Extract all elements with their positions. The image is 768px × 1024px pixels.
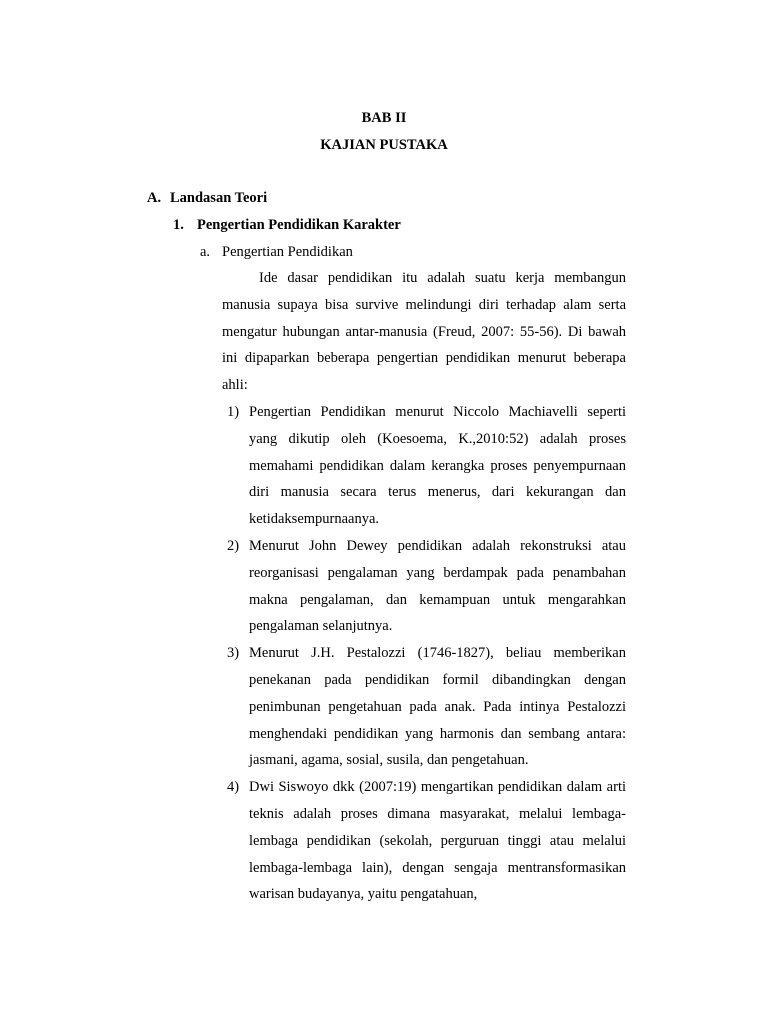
chapter-title: KAJIAN PUSTAKA [320, 137, 448, 153]
list-item-number: 1) [227, 404, 240, 420]
section-title: Landasan Teori [170, 190, 268, 206]
section-marker: A. [147, 190, 162, 206]
subsubsection-title: Pengertian Pendidikan [222, 244, 353, 260]
list-item [222, 399, 626, 533]
list-item-text: Dwi Siswoyo dkk (2007:19) mengartikan pendidikan dalam arti teknis adalah proses dimana masyarakat, melalui lembaga-lembaga pendidikan (sekolah, perguruan tinggi atau melalui lembaga-lembaga lain), dengan sengaja mentransformasikan warisan budayanya, yaitu pengatahuan, [249, 779, 626, 903]
list-item [222, 533, 626, 640]
section-heading [147, 185, 267, 212]
list-item-text: Menurut John Dewey pendidikan adalah rekonstruksi atau reorganisasi pengalaman yang berdampak pada penambahan makna pengalaman, dan kemampuan untuk mengarahkan pengalaman selanjutnya. [249, 537, 626, 635]
list-item [222, 640, 626, 774]
subsection-heading [173, 212, 401, 239]
list-item [222, 774, 626, 908]
intro-paragraph: Ide dasar pendidikan itu adalah suatu kerja membangun manusia supaya bisa survive melindungi diri terhadap alam serta mengatur hubungan antar-manusia (Freud, 2007: 55-56). Di bawah ini dipaparkan beberapa pengertian pendidikan menurut beberapa ahli: [222, 270, 626, 394]
chapter-number: BAB II [361, 110, 407, 126]
subsubsection-heading [200, 239, 353, 266]
list-item-number: 3) [227, 645, 240, 662]
list-item-number: 4) [227, 779, 240, 796]
list-item-text: Menurut J.H. Pestalozzi (1746-1827), beliau memberikan penekanan pada pendidikan formil dibandingkan dengan penimbunan pengetahuan pada anak. Pada intinya Pestalozzi menghendaki pendidikan yang harmonis dan sembang antara: jasmani, agama, sosial, susila, dan pengetahuan. [249, 645, 626, 769]
list-item-number: 2) [227, 537, 240, 554]
definition-list [222, 399, 626, 908]
list-item-text: Pengertian Pendidikan menurut Niccolo Machiavelli seperti yang dikutip oleh (Koesoema, K.,2010:52) adalah proses memahami pendidikan dalam kerangka proses penyempurnaan diri manusia secara terus menerus, dari kekurangan dan ketidaksempurnaanya. [249, 404, 626, 528]
subsubsection-marker: a. [200, 244, 211, 260]
subsection-marker: 1. [173, 217, 184, 233]
subsection-title: Pengertian Pendidikan Karakter [197, 217, 401, 233]
